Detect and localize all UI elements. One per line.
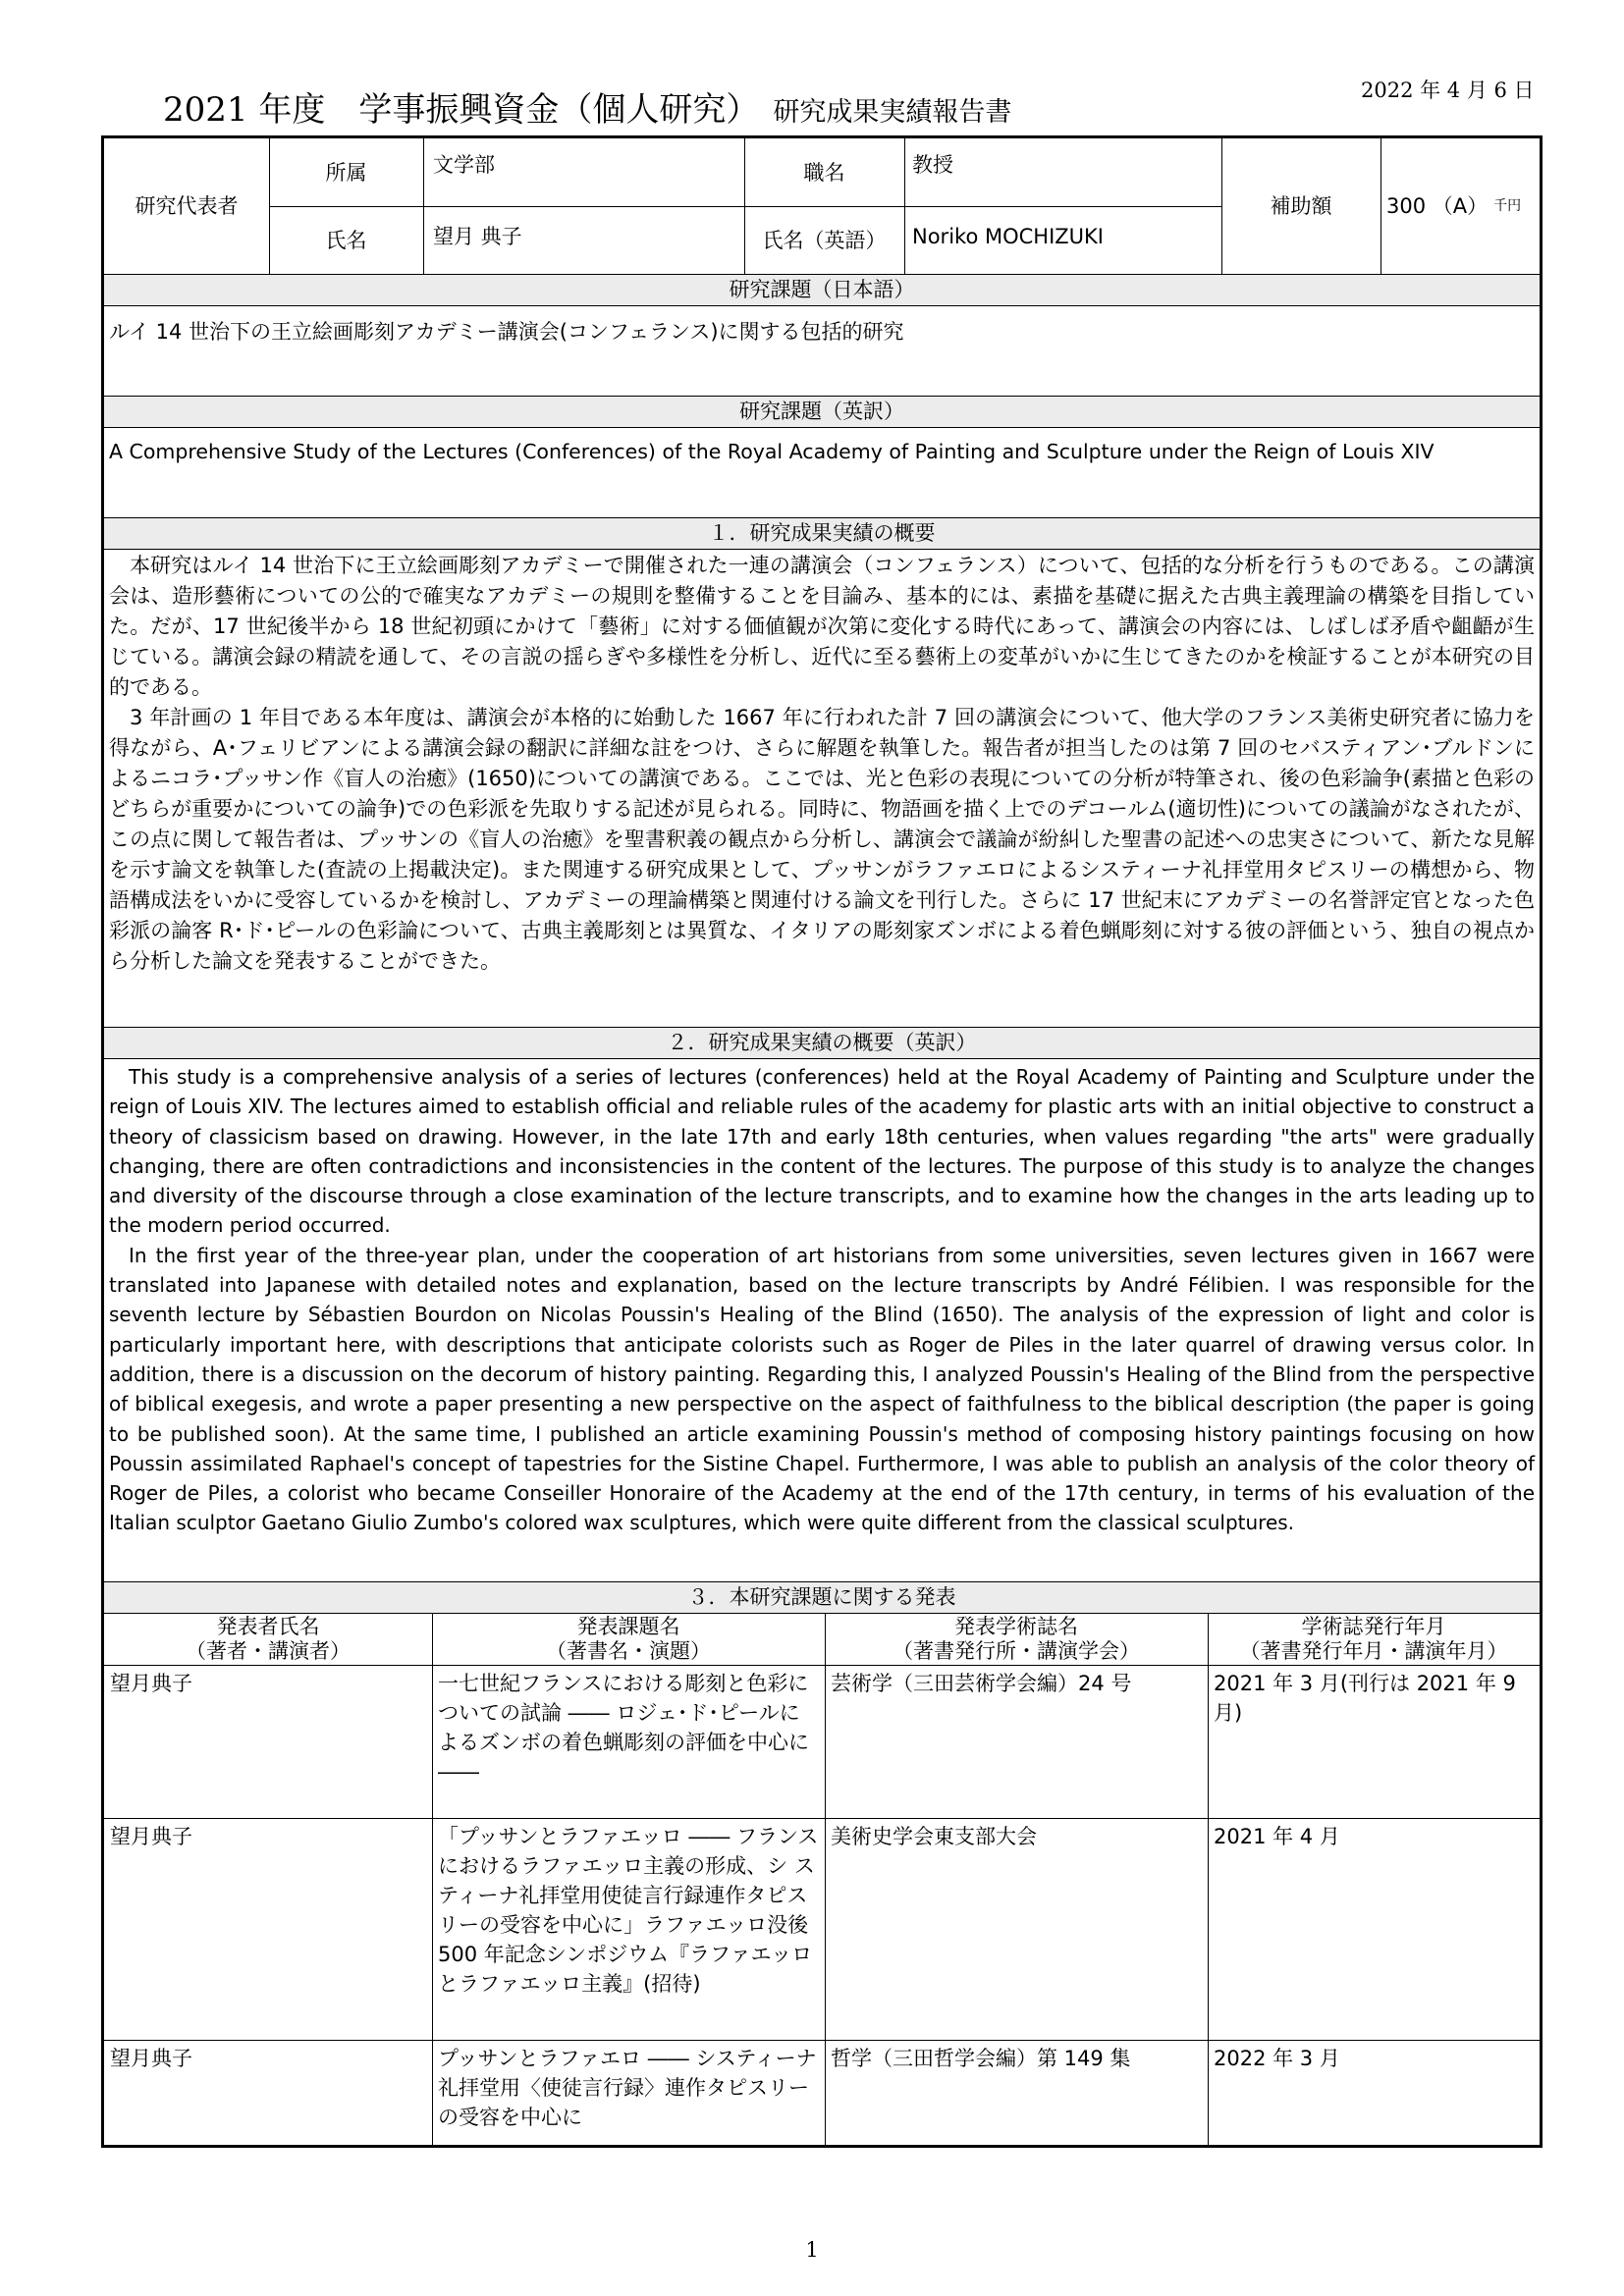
pub-row-1-author: 望月典子 (110, 1672, 192, 1695)
name-en-label: 氏名（英語） (762, 228, 887, 252)
pub-row-3-author: 望月典子 (110, 2047, 192, 2070)
representative-label: 研究代表者 (135, 194, 239, 218)
page-number: 1 (805, 2238, 819, 2262)
publications-heading: ３．本研究課題に関する発表 (104, 1582, 1540, 1613)
page-title (163, 82, 1011, 131)
report-form (101, 135, 1543, 2148)
pub-row-2-title: 「プッサンとラファエッロ ―― フランスにおけるラファエッロ主義の形成、シ スティーナ礼拝堂用使徒言行録連作タピスリーの受容を中心に」ラファエッロ没後 500 年記念シンポジウム『ラファエッロとラファエッロ主義』(招待) (438, 1825, 819, 1996)
pub-row-3-venue: 哲学（三田哲学会編）第 149 集 (831, 2047, 1131, 2070)
position-value: 教授 (912, 153, 953, 177)
summary-en (109, 1062, 1535, 1538)
title-en-heading: 研究課題（英訳） (104, 397, 1540, 427)
grant-value: 300 （A） (1386, 194, 1489, 218)
column-header-date: 学術誌発行年月 （著書発行年月・講演年月） (1239, 1615, 1508, 1663)
grant-unit: 千円 (1493, 198, 1522, 214)
grant-amount (1380, 138, 1540, 274)
summary-ja-paragraph-2: 3 年計画の 1 年目である本年度は、講演会が本格的に始動した 1667 年に行われた計 7 回の講演会について、他大学のフランス美術史研究者に協力を得ながら、A･フェリビアンによる講演会録の翻訳に詳細な註をつけ、さらに解題を執筆した。報告者が担当したのは第 7 回のセバスティアン･ブルドンによるニコラ･プッサン作《盲人の治癒》(1650)についての講演である。ここでは、光と色彩の表現についての分析が特筆され、後の色彩論争(素描と色彩のどちらが重要かについての論争)での色彩派を先取りする記述が見られる。同時に、物語画を描く上でのデコールム(適切性)についての議論がなされたが、この点に関して報告者は、プッサンの《盲人の治癒》を聖書釈義の観点から分析し、講演会で議論が紛糾した聖書の記述への忠実さについて、新たな見解を示す論文を執筆した(査読の上掲載決定)。また関連する研究成果として、プッサンがラファエロによるシスティーナ礼拝堂用タピスリーの構想から、物語構成法をいかに受容しているかを検討し、アカデミーの理論構築と関連付ける論文を刊行した。さらに 17 世紀末にアカデミーの名誉評定官となった色彩派の論客 R･ド･ピールの色彩論について、古典主義彫刻とは異質な、イタリアの彫刻家ズンボによる着色蝋彫刻に対する彼の評価という、独自の視点から分析した論文を発表することができた。 (109, 706, 1535, 973)
column-header-title: 発表課題名 （著書名・演題） (546, 1615, 711, 1663)
pub-row-1-title: 一七世紀フランスにおける彫刻と色彩についての試論 ―― ロジェ･ド･ピールによるズンボの着色蝋彫刻の評価を中心に ―― (438, 1672, 809, 1784)
title-en: A Comprehensive Study of the Lectures (Conferences) of the Royal Academy of Painting and Sculpture under the Reign of Louis XIV (109, 440, 1435, 463)
name-en-value: Noriko MOCHIZUKI (912, 225, 1104, 248)
pub-row-2-date: 2021 年 4 月 (1214, 1825, 1340, 1848)
summary-en-heading: ２．研究成果実績の概要（英訳） (104, 1028, 1540, 1058)
grant-label: 補助額 (1270, 194, 1332, 218)
pub-row-2-venue: 美術史学会東支部大会 (831, 1825, 1037, 1848)
pub-row-1-venue: 芸術学（三田芸術学会編）24 号 (831, 1672, 1132, 1695)
affiliation-value: 文学部 (433, 153, 495, 177)
pub-row-3-date: 2022 年 3 月 (1214, 2047, 1340, 2070)
pub-row-3-title: プッサンとラファエロ ―― システィーナ礼拝堂用〈使徒言行録〉連作タピスリーの受容を中心に (438, 2047, 817, 2129)
name-value: 望月 典子 (433, 225, 522, 248)
column-header-venue: 発表学術誌名 （著書発行所・講演学会） (893, 1615, 1140, 1663)
summary-ja-heading: １．研究成果実績の概要 (104, 518, 1540, 549)
title-ja: ルイ 14 世治下の王立絵画彫刻アカデミー講演会(コンフェランス)に関する包括的研究 (109, 320, 904, 344)
title-sub: 研究成果実績報告書 (773, 97, 1012, 128)
affiliation-label: 所属 (325, 160, 367, 185)
report-date: 2022 年 4 月 6 日 (1361, 79, 1535, 102)
pub-row-2-author: 望月典子 (110, 1825, 192, 1848)
summary-ja (109, 551, 1535, 977)
pub-row-1-date: 2021 年 3 月(刊行は 2021 年 9 月) (1214, 1672, 1516, 1725)
name-label: 氏名 (325, 228, 367, 252)
summary-en-paragraph-2: In the first year of the three-year plan, under the cooperation of art historians from some universities, seven lectures given in 1667 were translated into Japanese with detailed notes and explanation, based on the lecture transcripts by André Félibien. I was responsible for the seventh lecture by Sébastien Bourdon on Nicolas Poussin's Healing of the Blind (1650). The analysis of the expression of light and color is particularly important here, with descriptions that anticipate colorists such as Roger de Piles in the later quarrel of drawing versus color. In addition, there is a discussion on the decorum of history painting. Regarding this, I analyzed Poussin's Healing of the Blind from the perspective of biblical exegesis, and wrote a paper presenting a new perspective on the aspect of faithfulness to the biblical description (the paper is going to be published soon). At the same time, I published an article examining Poussin's method of composing history paintings focusing on how Poussin assimilated Raphael's concept of tapestries for the Sistine Chapel. Furthermore, I was able to publish an analysis of the color theory of Roger de Piles, a colorist who became Conseiller Honoraire of the Academy at the end of the 17th century, in terms of his evaluation of the Italian sculptor Gaetano Giulio Zumbo's colored wax sculptures, which were quite different from the classical sculptures. (109, 1243, 1535, 1535)
summary-en-paragraph-1: This study is a comprehensive analysis of a series of lectures (conferences) held at the Royal Academy of Painting and Sculpture under the reign of Louis XIV. The lectures aimed to establish official and reliable rules of the academy for plastic arts with an initial objective to construct a theory of classicism based on drawing. However, in the late 17th and early 18th centuries, when values regarding "the arts" were gradually changing, there are often contradictions and inconsistencies in the content of the lectures. The purpose of this study is to analyze the changes and diversity of the discourse through a close examination of the lecture transcripts, and to examine how the changes in the arts leading up to the modern period occurred. (109, 1065, 1535, 1238)
title-ja-heading: 研究課題（日本語） (104, 275, 1540, 305)
summary-ja-paragraph-1: 本研究はルイ 14 世治下に王立絵画彫刻アカデミーで開催された一連の講演会（コンフェランス）について、包括的な分析を行うものである。この講演会は、造形藝術についての公的で確実なアカデミーの規則を整備することを目論み、基本的には、素描を基礎に据えた古典主義理論の構築を目指していた。だが、17 世紀後半から 18 世紀初頭にかけて「藝術」に対する価値観が次第に変化する時代にあって、講演会の内容には、しばしば矛盾や齟齬が生じている。講演会録の精読を通して、その言説の揺らぎや多様性を分析し、近代に至る藝術上の変革がいかに生じてきたのかを検証することが本研究の目的である。 (109, 554, 1535, 699)
position-label: 職名 (803, 160, 845, 185)
column-header-author: 発表者氏名 （著者・講演者） (186, 1615, 351, 1663)
title-main: 2021 年度 学事振興資金（個人研究） (163, 90, 760, 130)
